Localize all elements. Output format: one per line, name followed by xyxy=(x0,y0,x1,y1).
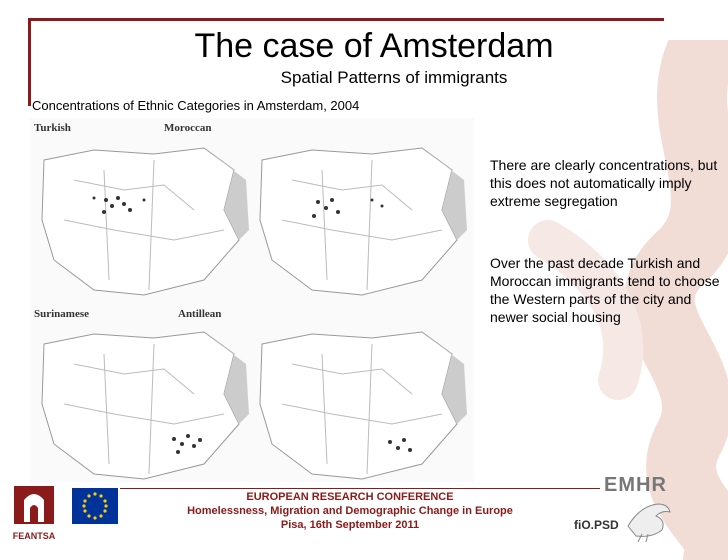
emhr-logo: EMHR xyxy=(604,474,667,496)
footer xyxy=(120,490,580,532)
map-label-antillean: Antillean xyxy=(178,308,222,320)
footer-conference: EUROPEAN RESEARCH CONFERENCE xyxy=(246,491,454,503)
map-antillean xyxy=(252,324,470,484)
map-label-turkish: Turkish xyxy=(34,122,71,134)
title-frame-top xyxy=(28,18,664,21)
map-label-surinamese: Surinamese xyxy=(34,308,89,320)
footer-date-location: Pisa, 16th September 2011 xyxy=(280,519,420,531)
map-turkish xyxy=(34,140,252,300)
dove-logo xyxy=(622,496,676,549)
eu-flag-logo xyxy=(72,488,118,529)
map-caption: Concentrations of Ethnic Categories in Amsterdam, 2004 xyxy=(32,98,360,113)
footer-divider xyxy=(120,488,600,489)
eu-flag-icon xyxy=(72,488,118,524)
footer-theme: Homelessness, Migration and Demographic Change in Europe xyxy=(187,505,513,517)
map-label-moroccan: Moroccan xyxy=(164,122,212,134)
feantsa-logo: FEANTSA xyxy=(6,482,62,542)
body-paragraph-1: There are clearly concentrations, but this does not automatically imply extreme segregation xyxy=(490,157,718,209)
feantsa-emblem-icon xyxy=(6,482,62,526)
body-paragraph-2: Over the past decade Turkish and Moroccan immigrants tend to choose the Western parts of the city and newer social housing xyxy=(490,255,720,325)
dove-icon xyxy=(622,496,676,544)
map-surinamese xyxy=(34,324,252,484)
page-subtitle: Spatial Patterns of immigrants xyxy=(280,68,508,87)
map-moroccan xyxy=(252,140,470,300)
map-panel xyxy=(30,118,474,482)
page-title: The case of Amsterdam xyxy=(194,27,554,65)
fio-psd-logo: fiO.PSD xyxy=(574,518,619,532)
